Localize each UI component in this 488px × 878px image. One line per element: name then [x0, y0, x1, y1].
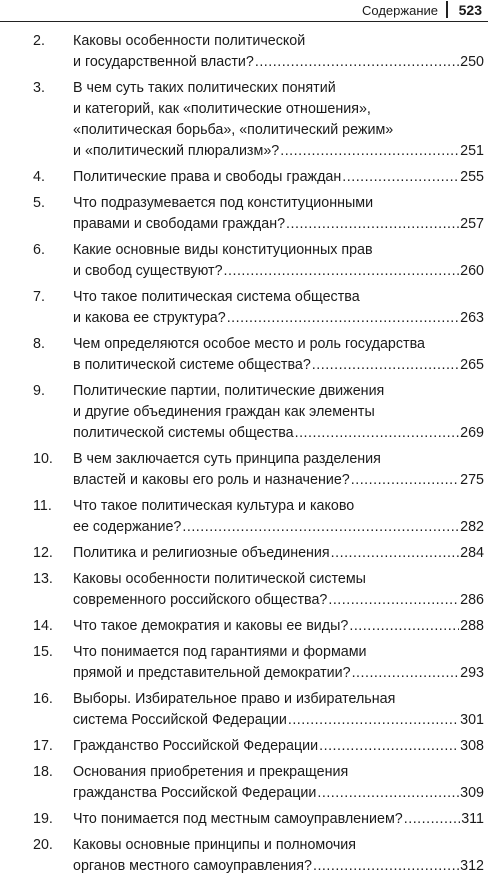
toc-entry-page: 293 — [460, 665, 484, 681]
toc-entry-number: 9. — [33, 383, 45, 399]
toc-entry-number: 12. — [33, 545, 53, 561]
toc-entry-last-line — [73, 261, 484, 282]
dot-leader — [286, 214, 459, 235]
toc-entry-title-end: Политика и религиозные объединения — [73, 545, 330, 561]
toc-entry — [0, 193, 488, 235]
toc-entry — [0, 167, 488, 188]
dot-leader — [351, 470, 459, 491]
toc-entry-title-end: властей и каковы его роль и назначение? — [73, 472, 350, 488]
toc-entry-last-line — [73, 616, 484, 637]
toc-entry-page: 308 — [460, 738, 484, 754]
toc-entry-number: 11. — [33, 498, 52, 514]
toc-entry-number: 16. — [33, 691, 53, 707]
toc-entry-page: 286 — [460, 592, 484, 608]
toc-entry-number: 19. — [33, 811, 53, 827]
dot-leader — [331, 543, 459, 564]
toc-entry-title-line: и другие объединения граждан как элементы — [73, 404, 375, 420]
toc-entry-number: 18. — [33, 764, 53, 780]
toc-entry-title-end: Что такое демократия и каковы ее виды? — [73, 618, 349, 634]
toc-entry-title-end: Политические права и свободы граждан — [73, 169, 342, 185]
toc-entry-number: 6. — [33, 242, 45, 258]
toc-entry-last-line — [73, 543, 484, 564]
toc-entry-title-end: и свобод существуют? — [73, 263, 223, 279]
toc-entry — [0, 78, 488, 162]
toc-entry-title-end: ее содержание? — [73, 519, 182, 535]
toc-entry-title-line: Что понимается под гарантиями и формами — [73, 644, 367, 660]
toc-entry — [0, 240, 488, 282]
toc-entry-number: 13. — [33, 571, 53, 587]
dot-leader — [319, 736, 459, 757]
toc-entry — [0, 496, 488, 538]
toc-entry-page: 265 — [460, 357, 484, 373]
toc-entry-last-line — [73, 517, 484, 538]
toc-entry — [0, 689, 488, 731]
header-separator — [446, 1, 448, 18]
toc-entry-page: 260 — [460, 263, 484, 279]
toc-entry-title-line: Основания приобретения и прекращения — [73, 764, 349, 780]
dot-leader — [342, 167, 459, 188]
toc-entry-page: 269 — [460, 425, 484, 441]
toc-entry — [0, 809, 488, 830]
toc-entry-number: 3. — [33, 80, 45, 96]
dot-leader — [349, 616, 459, 637]
toc-entry-last-line — [73, 663, 484, 684]
toc-entry-page: 282 — [460, 519, 484, 535]
toc-entry-title-end: и «политический плюрализм»? — [73, 143, 280, 159]
toc-entry-title-end: Что понимается под местным самоуправлением? — [73, 811, 403, 827]
toc-entry-page: 251 — [460, 143, 484, 159]
toc-entry-page: 255 — [460, 169, 484, 185]
dot-leader — [280, 141, 459, 162]
table-of-contents — [0, 31, 488, 878]
toc-entry-page: 284 — [460, 545, 484, 561]
toc-entry-last-line — [73, 141, 484, 162]
dot-leader — [255, 52, 459, 73]
toc-entry-page: 312 — [460, 858, 484, 874]
toc-entry-last-line — [73, 736, 484, 757]
toc-entry-page: 309 — [460, 785, 484, 801]
toc-entry-last-line — [73, 214, 484, 235]
header-rule — [0, 21, 488, 22]
toc-entry-title-end: и какова ее структура? — [73, 310, 226, 326]
toc-entry-last-line — [73, 52, 484, 73]
toc-entry-title-end: правами и свободами граждан? — [73, 216, 286, 232]
toc-entry-title-line: и категорий, как «политические отношения», — [73, 101, 371, 117]
toc-entry-last-line — [73, 783, 484, 804]
toc-entry-last-line — [73, 856, 484, 877]
toc-entry-page: 301 — [460, 712, 484, 728]
toc-entry-number: 5. — [33, 195, 45, 211]
toc-entry — [0, 616, 488, 637]
toc-entry-title-line: Что такое политическая система общества — [73, 289, 360, 305]
toc-entry-title-line: Что такое политическая культура и каково — [73, 498, 355, 514]
toc-entry-title-end: система Российской Федерации — [73, 712, 287, 728]
dot-leader — [328, 590, 459, 611]
toc-entry-title-end: современного российского общества? — [73, 592, 328, 608]
toc-entry-page: 257 — [460, 216, 484, 232]
toc-entry — [0, 287, 488, 329]
toc-entry-title-end: и государственной власти? — [73, 54, 254, 70]
toc-entry-title-end: Гражданство Российской Федерации — [73, 738, 319, 754]
toc-entry-title-line: Выборы. Избирательное право и избирательная — [73, 691, 396, 707]
dot-leader — [224, 261, 460, 282]
toc-entry-number: 20. — [33, 837, 53, 853]
toc-entry-title-end: политической системы общества — [73, 425, 294, 441]
toc-entry-title-line: В чем суть таких политических понятий — [73, 80, 336, 96]
toc-entry-number: 8. — [33, 336, 45, 352]
toc-entry-number: 4. — [33, 169, 45, 185]
toc-entry-last-line — [73, 423, 484, 444]
toc-entry-title-line: Какие основные виды конституционных прав — [73, 242, 373, 258]
toc-entry-number: 14. — [33, 618, 53, 634]
running-header-title: Содержание — [362, 3, 438, 18]
dot-leader — [227, 308, 459, 329]
dot-leader — [295, 423, 460, 444]
toc-entry-title-end: органов местного самоуправления? — [73, 858, 312, 874]
toc-entry — [0, 334, 488, 376]
toc-entry-title-end: гражданства Российской Федерации — [73, 785, 317, 801]
toc-entry-title-end: прямой и представительной демократии? — [73, 665, 351, 681]
dot-leader — [313, 856, 459, 877]
toc-entry-title-line: В чем заключается суть принципа разделения — [73, 451, 381, 467]
toc-entry-last-line — [73, 308, 484, 329]
toc-entry-last-line — [73, 590, 484, 611]
toc-entry-title-line: «политическая борьба», «политический режим» — [73, 122, 394, 138]
toc-entry-number: 15. — [33, 644, 53, 660]
toc-entry — [0, 642, 488, 684]
dot-leader — [312, 355, 459, 376]
dot-leader — [352, 663, 460, 684]
toc-entry — [0, 449, 488, 491]
dot-leader — [288, 710, 459, 731]
toc-entry — [0, 31, 488, 73]
toc-entry — [0, 381, 488, 444]
toc-entry — [0, 835, 488, 877]
toc-entry-number: 17. — [33, 738, 53, 754]
toc-entry-last-line — [73, 470, 484, 491]
toc-entry — [0, 569, 488, 611]
page-number: 523 — [458, 2, 482, 18]
toc-entry-last-line — [73, 809, 484, 830]
toc-entry-page: 311 — [461, 811, 484, 827]
toc-entry — [0, 762, 488, 804]
dot-leader — [404, 809, 460, 830]
toc-entry-page: 275 — [460, 472, 484, 488]
toc-entry-number: 10. — [33, 451, 53, 467]
toc-entry-page: 250 — [460, 54, 484, 70]
toc-entry-page: 263 — [460, 310, 484, 326]
toc-entry-last-line — [73, 355, 484, 376]
dot-leader — [182, 517, 459, 538]
toc-entry-number: 7. — [33, 289, 45, 305]
toc-entry-number: 2. — [33, 33, 45, 49]
toc-entry-title-line: Каковы особенности политической системы — [73, 571, 366, 587]
toc-entry-title-line: Чем определяются особое место и роль государства — [73, 336, 425, 352]
toc-entry — [0, 543, 488, 564]
toc-entry-title-line: Каковы основные принципы и полномочия — [73, 837, 357, 853]
running-header — [0, 0, 488, 22]
dot-leader — [317, 783, 459, 804]
toc-entry — [0, 736, 488, 757]
toc-entry-title-line: Политические партии, политические движения — [73, 383, 385, 399]
toc-entry-page: 288 — [460, 618, 484, 634]
toc-entry-last-line — [73, 167, 484, 188]
toc-entry-title-line: Каковы особенности политической — [73, 33, 306, 49]
toc-entry-title-end: в политической системе общества? — [73, 357, 311, 373]
toc-entry-last-line — [73, 710, 484, 731]
toc-entry-title-line: Что подразумевается под конституционными — [73, 195, 374, 211]
